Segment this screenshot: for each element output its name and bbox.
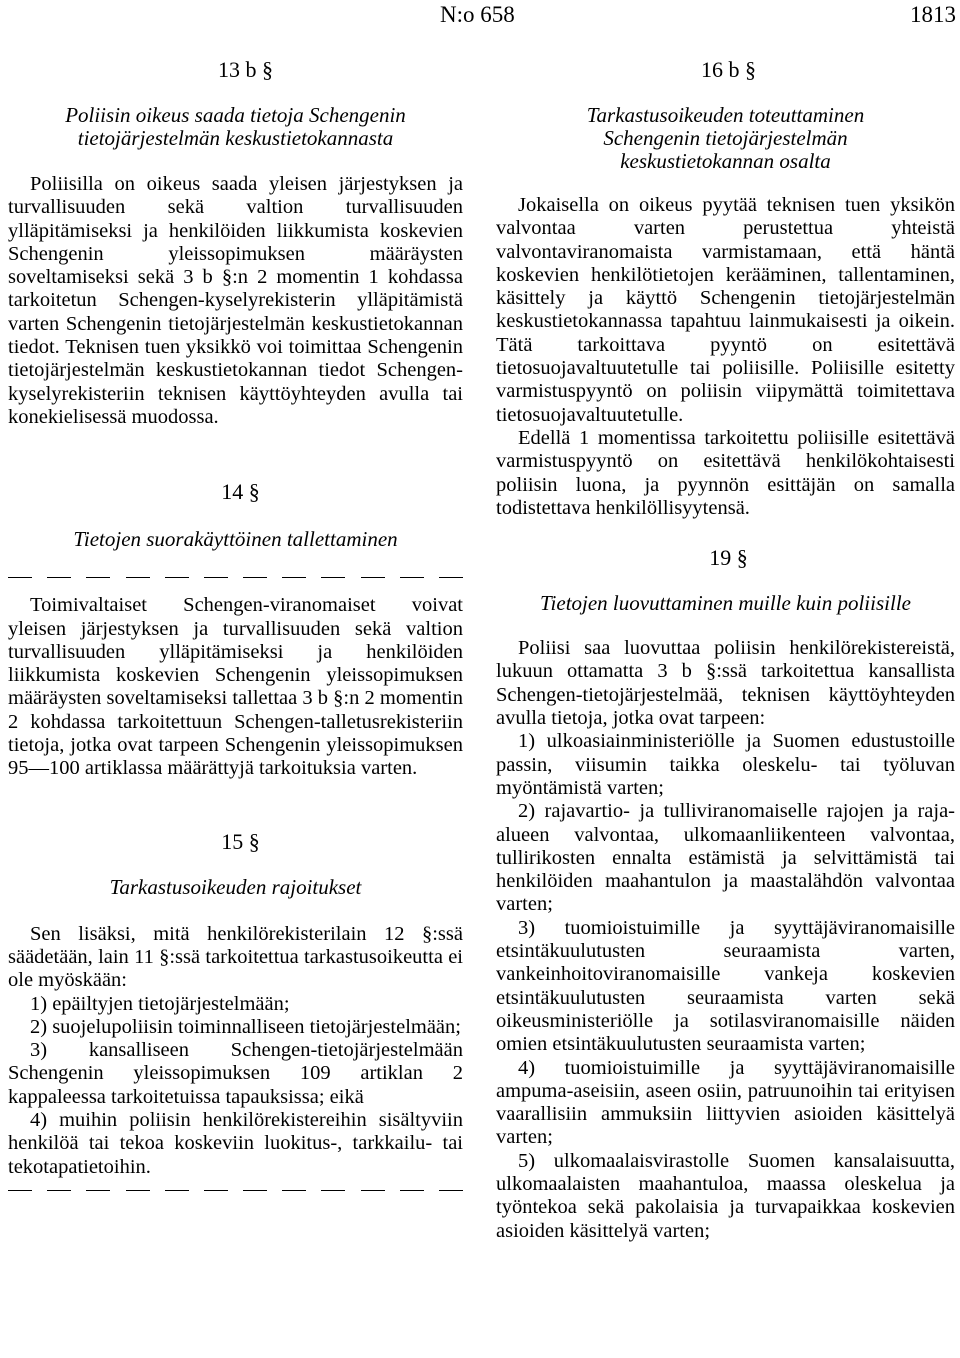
section-13b-body: [8, 173, 463, 429]
list-item: 5) ulkomaalaisvirastolle Suomen kansalaisuutta, ulkomaalaisten maahantuloa, maassa oleskelua ja työntekoa sekä pakolaisia ja turvapaikkaa koskevien asioiden käsittelyä varten;: [496, 1149, 955, 1242]
section-19-intro: Poliisi saa luovuttaa poliisin henkilörekistereistä, lukuun ottamatta 3 b §:ssä tarkoitettua kansallista Schengen-tietojärjestelmää, teknisen käyttöyhteyden avulla tietoja, jotka ovat tarpeen:: [496, 637, 955, 730]
list-item: 2) rajavartio- ja tulliviranomaiselle rajojen ja raja-alueen valvontaa, ulkomaanliikenteen valvontaa, tullirikosten ennalta estämistä ja selvittämistä tai henkilöiden maahantulon ja maastalähdön valvontaa varten;: [496, 800, 955, 916]
list-item: 3) tuomioistuimille ja syyttäjäviranomaisille etsintäkuulutusten seuraamista varten, vankeinhoitoviranomaisille vankeja koskevien etsintäkuulutusten seuraamista varten sekä oikeusministeriölle ja sotilasviranomaisille näiden omien etsintäkuulutusten seuraamista varten;: [496, 916, 955, 1056]
page-header: [0, 2, 960, 28]
section-14-heading: 14 §: [221, 479, 260, 505]
section-19-body: [496, 637, 955, 1243]
section-16b-body: [496, 194, 955, 520]
page-number: 1813: [910, 2, 956, 27]
section-16b-paragraph-1: Jokaisella on oikeus pyytää teknisen tuen yksikön valvontaa varten perustettua yhteistä valvontaviranomaista varmistamaan, että häntä koskevien henkilötietojen kerääminen, tallentaminen, käsittely ja käyttö Schengenin tietojärjestelmän keskustietokannassa tapahtuu lainmukaisesti ja oikein. Tätä tarkoittava pyyntö on esitettävä tietosuojavaltuutetulle tai poliisille. Poliisille esitetty varmistuspyyntö on poliisin viipymättä toimitettava tietosuojavaltuutetulle.: [496, 194, 955, 426]
section-16b-paragraph-2: Edellä 1 momentissa tarkoitettu poliisille esitettävä varmistuspyyntö on esitettävä henkilökohtaisesti poliisin luona, ja pyynnön esittäjän on samalla todistettava henkilöllisyytensä.: [496, 426, 955, 519]
section-13b-title: Poliisin oikeus saada tietoja Schengenin tietojärjestelmän keskustietokannasta: [65, 103, 406, 150]
section-16b-heading: 16 b §: [701, 57, 756, 82]
left-column: [8, 58, 463, 1197]
section-15-heading: 15 §: [221, 828, 260, 854]
section-15-title: Tarkastusoikeuden rajoitukset: [109, 874, 362, 899]
omission-dashes: [8, 571, 463, 583]
section-14-paragraph: Toimivaltaiset Schengen-viranomaiset voivat yleisen järjestyksen ja turvallisuuden sekä valtion turvallisuuden ylläpitämiseksi ja henkilöiden liikkumista koskevien Schengenin yleissopimuksen määräysten soveltamiseksi tallettaa 3 b §:n 2 momentin 2 kohdassa tarkoitettuun Schengen-talletusrekisteriin tietoja, jotka ovat tarpeen Schengenin yleissopimuksen 95—100 artiklassa määrättyjä tarkoituksia varten.: [8, 594, 463, 780]
section-16b-title: Tarkastusoikeuden toteuttaminen Schengenin tietojärjestelmän keskustietokannan osalta: [586, 103, 865, 173]
section-19-heading: 19 §: [709, 545, 748, 571]
list-item: 4) tuomioistuimille ja syyttäjäviranomaisille ampuma-aseisiin, aseen osiin, patruunoihin tai erityisen vaarallisiin ammuksiin liittyvien asioiden käsittelyä varten;: [496, 1056, 955, 1149]
act-number: N:o 658: [440, 2, 515, 27]
section-15-intro: Sen lisäksi, mitä henkilörekisterilain 12 §:ssä säädetään, lain 11 §:ssä tarkoitettua tarkastusoikeutta ei ole myöskään:: [8, 922, 463, 992]
section-15-body: [8, 923, 463, 1179]
section-14-body: [8, 594, 463, 780]
list-item: 4) muihin poliisin henkilörekistereihin sisältyviin henkilöä tai tekoa koskeviin luokitus-, tarkkailu- tai tekotapatietoihin.: [8, 1109, 463, 1178]
section-19-title: Tietojen luovuttaminen muille kuin poliisille: [540, 591, 911, 616]
list-item: 1) ulkoasiainministeriölle ja Suomen edustustoille passin, viisumin taikka oleskelu- tai työluvan myöntämistä varten;: [496, 730, 955, 799]
right-column: [496, 58, 955, 1243]
list-item: 3) kansalliseen Schengen-tietojärjestelmään Schengenin yleissopimuksen 109 artiklan 2 kappaleessa tarkoitetuissa tapauksissa; eikä: [8, 1039, 463, 1108]
list-item: 1) epäiltyjen tietojärjestelmään;: [30, 992, 290, 1015]
section-13b-paragraph: Poliisilla on oikeus saada yleisen järjestyksen ja turvallisuuden sekä valtion turvallisuuden ylläpitämiseksi ja henkilöiden liikkumista koskevien Schengenin yleissopimuksen määräysten soveltamiseksi sekä 3 b §:n 2 momentin 1 kohdassa tarkoitetun Schengen-kyselyrekisterin ylläpitämistä varten Schengenin tietojärjestelmän keskustietokannan tiedot. Teknisen tuen yksikkö voi toimittaa Schengenin tietojärjestelmän keskustietokannan tiedot Schengen-kyselyrekisteriin teknisen käyttöyhteyden avulla tai konekielisessä muodossa.: [8, 173, 463, 428]
list-item: 2) suojelupoliisin toiminnalliseen tietojärjestelmään;: [30, 1015, 461, 1038]
section-14-title: Tietojen suorakäyttöinen tallettaminen: [73, 527, 398, 552]
section-13b-heading: 13 b §: [218, 57, 273, 82]
omission-dashes: [8, 1185, 463, 1197]
